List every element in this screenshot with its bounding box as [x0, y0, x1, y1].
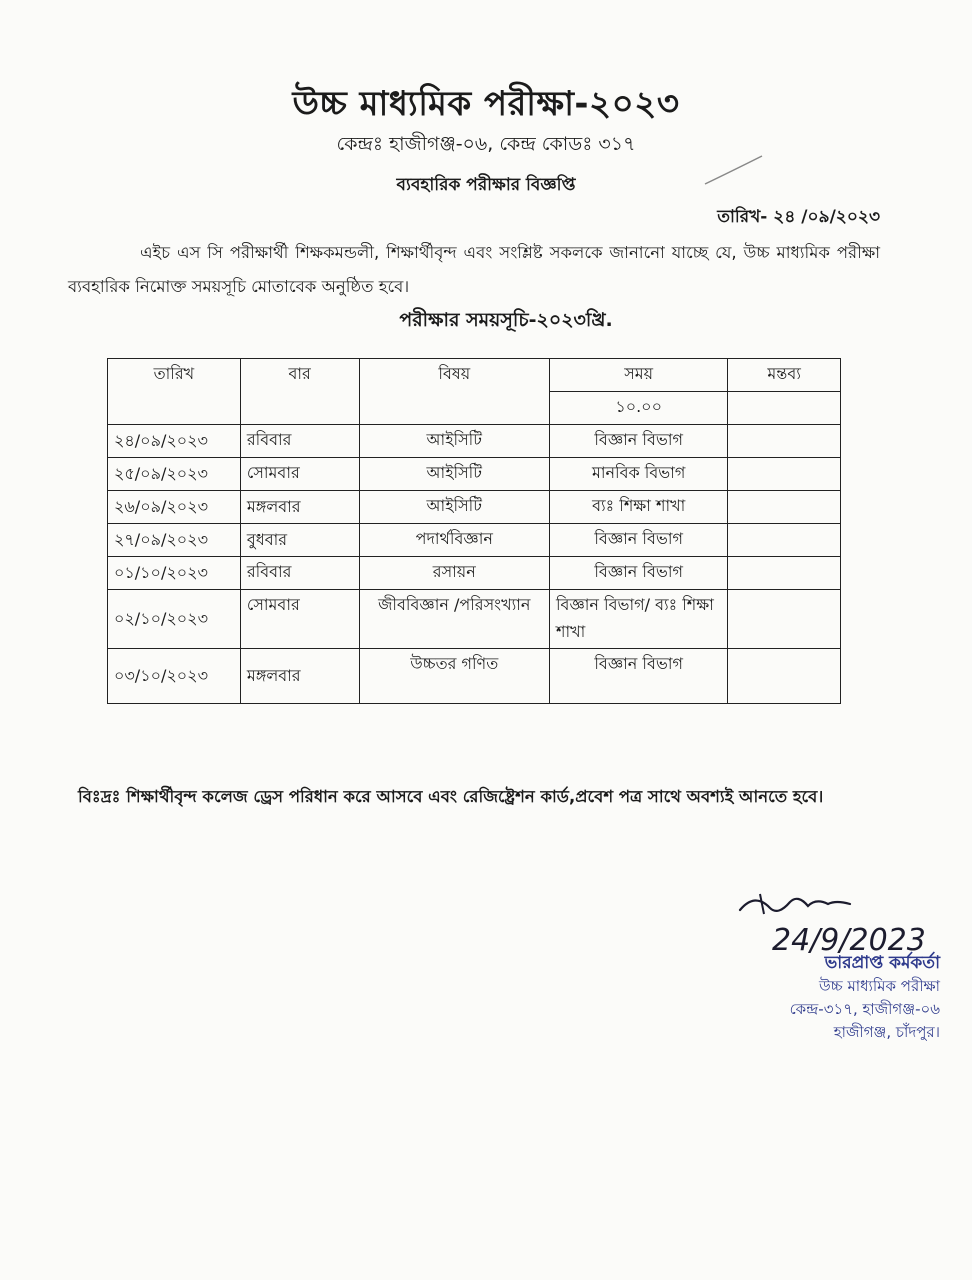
row-day: মঙ্গলবার: [240, 649, 359, 704]
schedule-title: পরীক্ষার সময়সূচি-২০২৩খ্রি.: [399, 309, 613, 331]
row-date: ২৭/০৯/২০২৩: [108, 524, 241, 557]
row-subject: জীববিজ্ঞান /পরিসংখ্যান: [359, 590, 549, 649]
signature-block: [700, 880, 960, 1060]
header-day: বার: [240, 359, 359, 425]
header-remarks: মন্তব্য: [728, 359, 841, 392]
remarks-cell: [728, 458, 841, 491]
remarks-cell: [728, 425, 841, 458]
remarks-cell: [728, 557, 841, 590]
row-day: সোমবার: [240, 590, 359, 649]
remarks-cell: [728, 491, 841, 524]
table-row: [108, 458, 841, 491]
remarks-cell: [728, 392, 841, 425]
notice-title: ব্যবহারিক পরীক্ষার বিজ্ঞপ্তি: [396, 175, 576, 195]
notice-date: তারিখ- ২৪ /০৯/২০২৩: [717, 207, 880, 227]
stamp-line: হাজীগঞ্জ, চাঁদপুর।: [833, 1023, 940, 1041]
official-stamp: [700, 952, 940, 1044]
handwritten-date: 24/9/2023: [772, 923, 926, 958]
center-info: কেন্দ্রঃ হাজীগঞ্জ-০৬, কেন্দ্র কোডঃ ৩১৭: [336, 133, 636, 155]
remarks-cell: [728, 524, 841, 557]
remarks-cell: [728, 590, 841, 649]
handwritten-signature: [700, 880, 960, 960]
row-subject: আইসিটি: [359, 458, 549, 491]
table-row: [108, 524, 841, 557]
row-group: বিজ্ঞান বিভাগ: [549, 524, 727, 557]
schedule-table: [107, 358, 841, 704]
footnote: বিঃদ্রঃ শিক্ষার্থীবৃন্দ কলেজ ড্রেস পরিধান করে আসবে এবং রেজিষ্ট্রেশন কার্ড,প্রবেশ পত্র সাথে অবশ্যই আনতে হবে।: [78, 787, 824, 806]
row-day: রবিবার: [240, 425, 359, 458]
row-subject: উচ্চতর গণিত: [359, 649, 549, 704]
header-time: সময়: [549, 359, 727, 392]
row-day: বুধবার: [240, 524, 359, 557]
row-date: ২৫/০৯/২০২৩: [108, 458, 241, 491]
row-date: ২৬/০৯/২০২৩: [108, 491, 241, 524]
table-row: [108, 491, 841, 524]
row-subject: রসায়ন: [359, 557, 549, 590]
row-day: সোমবার: [240, 458, 359, 491]
row-day: রবিবার: [240, 557, 359, 590]
row-day: মঙ্গলবার: [240, 491, 359, 524]
table-row: [108, 425, 841, 458]
time-value: ১০.০০: [549, 392, 727, 425]
stamp-line: উচ্চ মাধ্যমিক পরীক্ষা: [818, 977, 940, 995]
row-group: মানবিক বিভাগ: [549, 458, 727, 491]
remarks-cell: [728, 649, 841, 704]
pen-stroke-mark: [700, 150, 770, 190]
table-row: [108, 649, 841, 704]
row-date: ০২/১০/২০২৩: [108, 590, 241, 649]
row-date: ২৪/০৯/২০২৩: [108, 425, 241, 458]
header-subject: বিষয়: [359, 359, 549, 425]
row-group: বিজ্ঞান বিভাগ/ ব্যঃ শিক্ষা শাখা: [549, 590, 727, 649]
table-row: [108, 590, 841, 649]
page-title: উচ্চ মাধ্যমিক পরীক্ষা-২০২৩: [292, 84, 680, 124]
row-group: ব্যঃ শিক্ষা শাখা: [549, 491, 727, 524]
row-date: ০১/১০/২০২৩: [108, 557, 241, 590]
announcement-paragraph: এইচ এস সি পরীক্ষার্থী শিক্ষকমন্ডলী, শিক্ষার্থীবৃন্দ এবং সংশ্লিষ্ট সকলকে জানানো যাচ্ছে যে, উচ্চ মাধ্যমিক পরীক্ষা ব্যবহারিক নিমোক্ত সময়সূচি মোতাবেক অনুষ্ঠিত হবে।: [68, 243, 880, 296]
row-group: বিজ্ঞান বিভাগ: [549, 425, 727, 458]
table-header-row: [108, 359, 841, 392]
row-subject: আইসিটি: [359, 425, 549, 458]
row-group: বিজ্ঞান বিভাগ: [549, 557, 727, 590]
stamp-line: ভারপ্রাপ্ত কর্মকর্তা: [824, 953, 940, 973]
row-date: ০৩/১০/২০২৩: [108, 649, 241, 704]
row-group: বিজ্ঞান বিভাগ: [549, 649, 727, 704]
table-row: [108, 557, 841, 590]
row-subject: পদার্থবিজ্ঞান: [359, 524, 549, 557]
stamp-line: কেন্দ্র-৩১৭, হাজীগঞ্জ-০৬: [789, 1000, 940, 1018]
header-date: তারিখ: [108, 359, 241, 425]
row-subject: আইসিটি: [359, 491, 549, 524]
